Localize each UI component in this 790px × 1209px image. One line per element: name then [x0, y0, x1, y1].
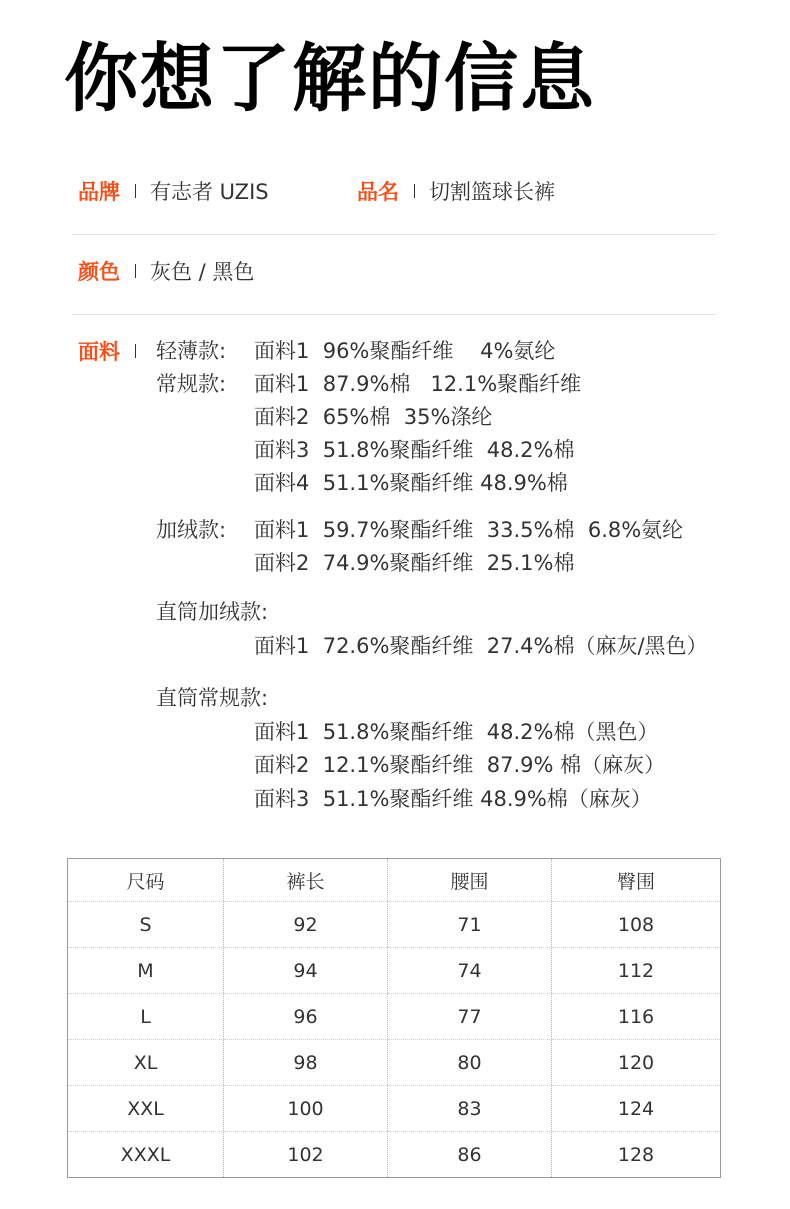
- fabric-composition: 面料2 65%棉 35%涤纶: [254, 405, 493, 429]
- column-header-length: 裤长: [224, 859, 388, 902]
- table-row: [68, 994, 721, 1040]
- waist-cell: 86: [388, 1132, 552, 1178]
- size-cell: M: [68, 948, 224, 994]
- hip-cell: 124: [552, 1086, 721, 1132]
- size-cell: L: [68, 994, 224, 1040]
- waist-cell: 83: [388, 1086, 552, 1132]
- fabric-category: 轻薄款:: [156, 339, 227, 363]
- color-value: 灰色 / 黑色: [150, 260, 255, 284]
- fabric-composition: 面料2 74.9%聚酯纤维 25.1%棉: [254, 551, 575, 575]
- column-header-size: 尺码: [68, 859, 224, 902]
- size-cell: XXL: [68, 1086, 224, 1132]
- separator: [135, 184, 136, 198]
- column-header-hip: 臀围: [552, 859, 721, 902]
- waist-cell: 77: [388, 994, 552, 1040]
- table-header-row: [68, 859, 721, 902]
- page-title: 你想了解的信息: [64, 36, 596, 122]
- fabric-composition: 面料2 12.1%聚酯纤维 87.9% 棉（麻灰）: [254, 753, 666, 777]
- fabric-composition: 面料1 51.8%聚酯纤维 48.2%棉（黑色）: [254, 720, 659, 744]
- hip-cell: 112: [552, 948, 721, 994]
- color-label: 颜色: [78, 260, 120, 284]
- table-row: [68, 1040, 721, 1086]
- fabric-composition: 面料1 72.6%聚酯纤维 27.4%棉（麻灰/黑色）: [254, 634, 708, 658]
- waist-cell: 74: [388, 948, 552, 994]
- fabric-label: 面料: [78, 340, 120, 364]
- size-cell: XXXL: [120, 1143, 171, 1166]
- product-name-row: [357, 176, 555, 206]
- length-cell: 98: [224, 1040, 388, 1086]
- size-chart-table: [67, 858, 721, 1178]
- product-name-label: 品名: [357, 180, 399, 204]
- table-row: [68, 902, 721, 948]
- separator: [414, 184, 415, 198]
- length-cell: 92: [224, 902, 388, 948]
- table-row: [68, 1086, 721, 1132]
- hip-cell: 116: [552, 994, 721, 1040]
- fabric-composition: 面料3 51.1%聚酯纤维 48.9%棉（麻灰）: [254, 787, 652, 811]
- brand-value: 有志者 UZIS: [150, 180, 269, 204]
- length-cell: 96: [224, 994, 388, 1040]
- fabric-row: [78, 336, 150, 366]
- table-row: [68, 948, 721, 994]
- fabric-composition: 面料1 59.7%聚酯纤维 33.5%棉 6.8%氨纶: [254, 518, 684, 542]
- table-row: [68, 1132, 721, 1178]
- divider: [72, 314, 716, 315]
- column-header-waist: 腰围: [388, 859, 552, 902]
- fabric-category: 直筒常规款:: [156, 686, 269, 710]
- separator: [135, 264, 136, 278]
- hip-cell: 108: [552, 902, 721, 948]
- size-cell: S: [68, 902, 224, 948]
- fabric-composition: 面料3 51.8%聚酯纤维 48.2%棉: [254, 438, 575, 462]
- separator: [135, 344, 136, 358]
- hip-cell: 128: [552, 1132, 721, 1178]
- length-cell: 102: [224, 1132, 388, 1178]
- brand-label: 品牌: [78, 180, 120, 204]
- fabric-category: 加绒款:: [156, 518, 227, 542]
- fabric-composition: 面料1 96%聚酯纤维 4%氨纶: [254, 339, 556, 363]
- waist-cell: 71: [388, 902, 552, 948]
- size-cell: XL: [68, 1040, 224, 1086]
- fabric-composition: 面料1 87.9%棉 12.1%聚酯纤维: [254, 372, 582, 396]
- brand-row: [78, 176, 269, 206]
- fabric-category: 常规款:: [156, 372, 227, 396]
- color-row: [78, 256, 254, 286]
- waist-cell: 80: [388, 1040, 552, 1086]
- hip-cell: 120: [552, 1040, 721, 1086]
- length-cell: 100: [224, 1086, 388, 1132]
- length-cell: 94: [224, 948, 388, 994]
- fabric-category: 直筒加绒款:: [156, 600, 269, 624]
- fabric-composition: 面料4 51.1%聚酯纤维 48.9%棉: [254, 471, 568, 495]
- product-name-value: 切割篮球长裤: [429, 180, 555, 204]
- divider: [72, 234, 716, 235]
